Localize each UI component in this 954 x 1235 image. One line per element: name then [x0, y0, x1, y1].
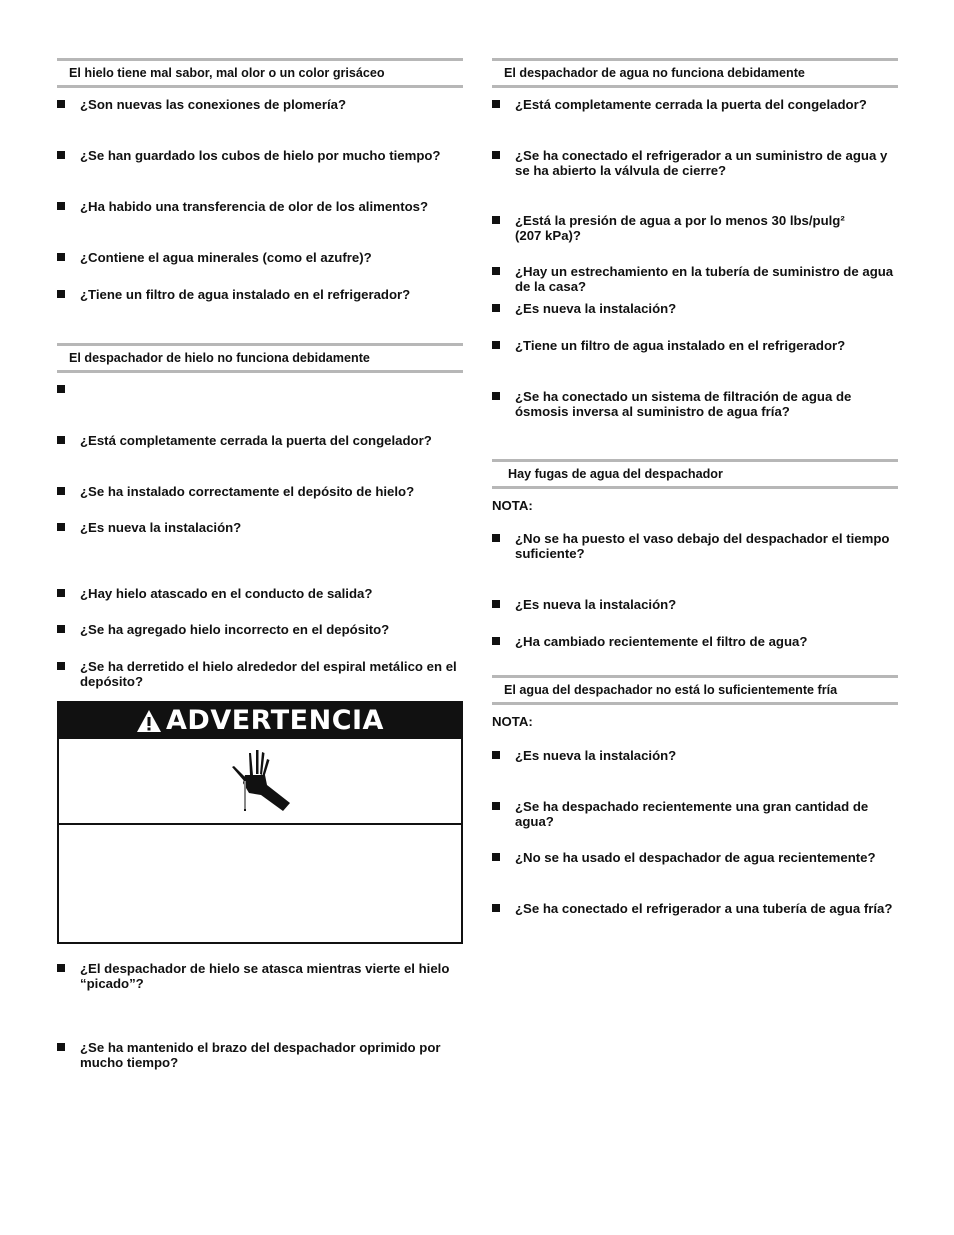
question-text: ¿Es nueva la instalación? [515, 748, 677, 763]
question-text: ¿Tiene un filtro de agua instalado en el refrigerador? [80, 287, 411, 302]
bullet-icon [57, 151, 65, 159]
bullet-icon [57, 662, 65, 670]
question-text: ¿Hay un estrechamiento en la tubería de suministro de agua de la casa? [515, 264, 894, 294]
bullet-icon [492, 216, 500, 224]
warning-triangle-icon [136, 707, 162, 743]
warning-title: ADVERTENCIA [166, 705, 384, 736]
question-text: ¿Se ha conectado el refrigerador a una tubería de agua fría? [515, 901, 893, 916]
bullet-icon [57, 1043, 65, 1051]
bullet-icon [492, 304, 500, 312]
question-text: ¿Es nueva la instalación? [515, 301, 677, 316]
warning-title-bar [59, 703, 461, 739]
bullet-icon [492, 751, 500, 759]
question-text: ¿Son nuevas las conexiones de plomería? [80, 97, 347, 112]
question-text: ¿Se ha conectado el refrigerador a un suministro de agua y se ha abierto la válvula de cierre? [515, 148, 888, 178]
question-text: ¿No se ha puesto el vaso debajo del despachador el tiempo suficiente? [515, 531, 890, 561]
warning-icon-area [59, 739, 461, 825]
bullet-icon [492, 904, 500, 912]
bullet-icon [492, 534, 500, 542]
question-text: ¿Se ha agregado hielo incorrecto en el depósito? [80, 622, 390, 637]
question-text: ¿Ha cambiado recientemente el filtro de agua? [515, 634, 808, 649]
bullet-icon [57, 625, 65, 633]
bullet-icon [57, 253, 65, 261]
section-header-ice-taste: El hielo tiene mal sabor, mal olor o un color grisáceo [57, 58, 463, 88]
question-text: ¿Está completamente cerrada la puerta del congelador? [515, 97, 867, 112]
bullet-icon [57, 385, 65, 393]
question-text: ¿Se han guardado los cubos de hielo por mucho tiempo? [80, 148, 441, 163]
question-text: ¿Está completamente cerrada la puerta del congelador? [80, 433, 432, 448]
question-text: ¿No se ha usado el despachador de agua recientemente? [515, 850, 876, 865]
nota-label: NOTA: [492, 498, 533, 513]
bullet-icon [492, 341, 500, 349]
warning-box [57, 701, 463, 944]
bullet-icon [57, 589, 65, 597]
question-text: ¿Se ha despachado recientemente una gran cantidad de agua? [515, 799, 869, 829]
bullet-icon [57, 964, 65, 972]
bullet-icon [57, 487, 65, 495]
question-text: ¿El despachador de hielo se atasca mientras vierte el hielo “picado”? [80, 961, 450, 991]
bullet-icon [57, 100, 65, 108]
bullet-icon [492, 637, 500, 645]
bullet-icon [492, 853, 500, 861]
question-text: ¿Se ha conectado un sistema de filtración de agua de ósmosis inversa al suministro de agua fría? [515, 389, 852, 419]
nota-label: NOTA: [492, 714, 533, 729]
bullet-icon [492, 100, 500, 108]
hand-cut-hazard-icon [227, 749, 291, 816]
bullet-icon [492, 392, 500, 400]
bullet-icon [492, 267, 500, 275]
bullet-icon [57, 290, 65, 298]
question-text: ¿Hay hielo atascado en el conducto de salida? [80, 586, 373, 601]
question-text: ¿Tiene un filtro de agua instalado en el refrigerador? [515, 338, 846, 353]
section-header-water-leaks: Hay fugas de agua del despachador [492, 459, 898, 489]
section-header-water-dispenser: El despachador de agua no funciona debidamente [492, 58, 898, 88]
question-text: ¿Ha habido una transferencia de olor de los alimentos? [80, 199, 429, 214]
question-text: ¿Está la presión de agua a por lo menos 30 lbs/pulg² (207 kPa)? [515, 213, 845, 243]
section-header-ice-dispenser: El despachador de hielo no funciona debidamente [57, 343, 463, 373]
bullet-icon [57, 202, 65, 210]
question-text: ¿Es nueva la instalación? [515, 597, 677, 612]
bullet-icon [492, 600, 500, 608]
question-text: ¿Se ha instalado correctamente el depósito de hielo? [80, 484, 415, 499]
section-header-water-cold: El agua del despachador no está lo suficientemente fría [492, 675, 898, 705]
bullet-icon [492, 151, 500, 159]
question-text: ¿Contiene el agua minerales (como el azufre)? [80, 250, 372, 265]
question-text: ¿Es nueva la instalación? [80, 520, 242, 535]
bullet-icon [57, 436, 65, 444]
bullet-icon [57, 523, 65, 531]
question-text: ¿Se ha derretido el hielo alrededor del espiral metálico en el depósito? [80, 659, 457, 689]
question-text: ¿Se ha mantenido el brazo del despachador oprimido por mucho tiempo? [80, 1040, 441, 1070]
bullet-icon [492, 802, 500, 810]
